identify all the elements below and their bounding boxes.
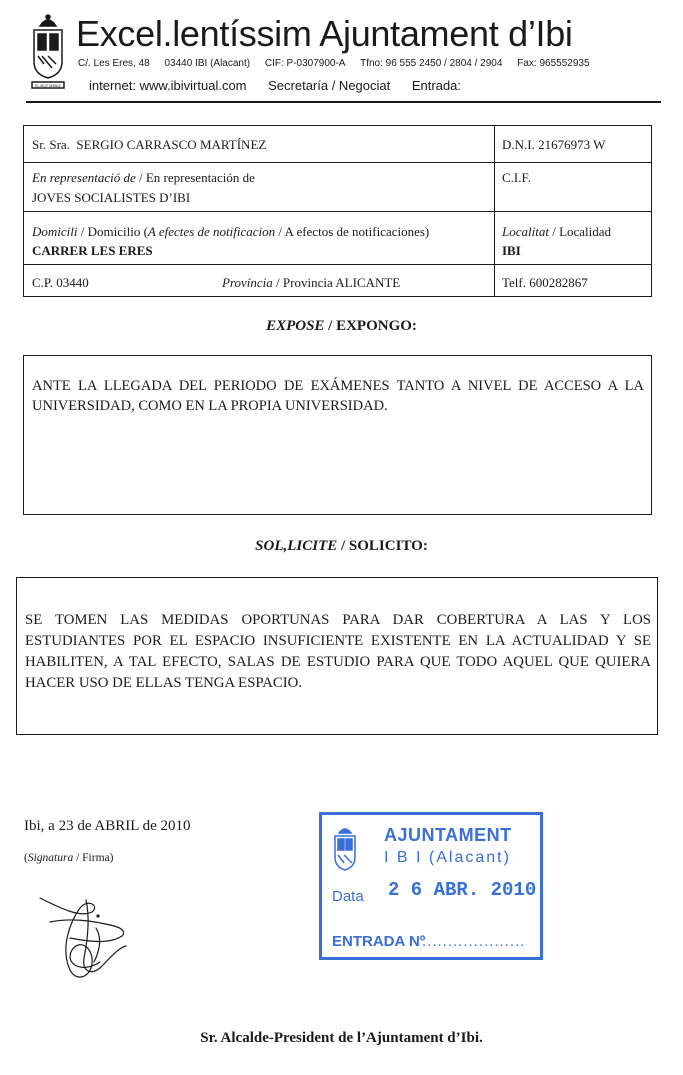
stamp-date-label: Data <box>332 888 364 905</box>
signature-label <box>24 852 113 864</box>
postal-code-cell: C.P. 03440 <box>32 275 89 290</box>
stamp-organization: AJUNTAMENT <box>384 825 512 845</box>
svg-text:EL MUY NOBLE: EL MUY NOBLE <box>35 84 61 88</box>
addressee-footer: Sr. Alcalde-President de l’Ajuntament d’Ibi. <box>200 1030 483 1046</box>
loc-label-italic: Localitat <box>502 224 549 239</box>
header-divider <box>26 101 661 103</box>
expose-heading <box>0 318 683 335</box>
prov-label-italic: Província <box>222 275 273 290</box>
cif-cell: C.I.F. <box>502 170 531 185</box>
domicile-label <box>32 223 429 240</box>
table-divider <box>24 162 651 163</box>
header-address: C/. Les Eres, 48 <box>78 58 150 69</box>
stamp-entry-blank: .................... <box>422 933 526 950</box>
solicite-text: SE TOMEN LAS MEDIDAS OPORTUNAS PARA DAR COBERTURA A LAS Y LOS ESTUDIANTES POR EL ESPACIO INSUFICIENTE EXISTENTE EN LA ACTUALIDAD Y SE HABILITEN, A TAL EFECTO, SALAS DE ESTUDIO PARA QUE TODO AQUEL QUE QUIERA HACER USO DE ELLAS TENGA ESPACIO. <box>25 612 651 691</box>
rep-label-text: / En representación de <box>135 170 255 185</box>
applicant-data-table <box>23 125 652 297</box>
prov-label-text: / Provincia ALICANTE <box>272 275 401 290</box>
header-postal: 03440 IBI (Alacant) <box>164 58 251 69</box>
solicite-heading-italic: SOL,LICITE <box>255 538 338 554</box>
sig-label-text: / Firma) <box>73 852 114 864</box>
phone-cell: Telf. 600282867 <box>502 275 588 290</box>
header-cif: CIF: P-0307900-A <box>264 58 346 69</box>
rep-label-italic: En representació de <box>32 170 136 185</box>
stamp-crest-icon <box>332 825 358 875</box>
sig-label-italic: Signatura <box>27 852 74 864</box>
header-fax: Fax: 965552935 <box>517 58 590 69</box>
dom-label-end: / A efectos de notificaciones) <box>275 224 430 239</box>
expose-box <box>23 355 652 515</box>
header-title: Excel.lentíssim Ajuntament d’Ibi <box>76 13 573 54</box>
expose-heading-text: / EXPONGO: <box>324 318 417 334</box>
locality-value <box>502 242 521 259</box>
handwritten-signature <box>30 878 140 988</box>
expose-heading-italic: EXPOSE <box>266 318 325 334</box>
locality-value-text: IBI <box>502 243 521 258</box>
table-column-divider <box>494 126 495 296</box>
name-label: Sr. Sra. <box>32 137 70 152</box>
header-internet: internet: www.ibivirtual.com <box>89 78 247 93</box>
name-value: SERGIO CARRASCO MARTÍNEZ <box>76 137 267 152</box>
sig-open-paren: ( <box>24 852 28 864</box>
stamp-entry-label: ENTRADA Nº <box>332 933 426 950</box>
dni-cell: D.N.I. 21676973 W <box>502 137 606 152</box>
loc-label-text: / Localidad <box>548 224 612 239</box>
header-phone: Tfno: 96 555 2450 / 2804 / 2904 <box>360 58 503 69</box>
date-line: Ibi, a 23 de ABRIL de 2010 <box>24 818 191 834</box>
dom-label-mid: / Domicilio ( <box>77 224 148 239</box>
applicant-name-cell <box>32 136 266 153</box>
dom-label-italic: Domicili <box>32 224 78 239</box>
header-dept: Secretaría / Negociat <box>268 78 391 93</box>
table-divider <box>24 211 651 212</box>
solicite-heading-text: / SOLICITO: <box>337 538 428 554</box>
representation-label <box>32 169 255 186</box>
solicite-box <box>16 577 658 735</box>
header-entry: Entrada: <box>411 78 462 93</box>
domicile-value <box>32 242 153 259</box>
header-subline <box>89 78 479 93</box>
header-contacts <box>78 58 602 70</box>
province-cell <box>222 274 400 291</box>
locality-label <box>502 223 611 240</box>
municipal-crest-icon <box>28 12 68 92</box>
table-divider <box>24 264 651 265</box>
solicite-heading <box>0 538 683 555</box>
representation-value: JOVES SOCIALISTES D’IBI <box>32 190 191 205</box>
registry-stamp <box>319 812 543 960</box>
expose-text: ANTE LA LLEGADA DEL PERIODO DE EXÁMENES TANTO A NIVEL DE ACCESO A LA UNIVERSIDAD, COMO EN LA PROPIA UNIVERSIDAD. <box>32 378 644 414</box>
domicile-value-text: CARRER LES ERES <box>32 243 153 258</box>
dom-label-italic2: A efectes de notificacion <box>147 224 276 239</box>
stamp-date-value: 2 6 ABR. 2010 <box>388 879 537 901</box>
stamp-location: I B I (Alacant) <box>384 849 511 866</box>
